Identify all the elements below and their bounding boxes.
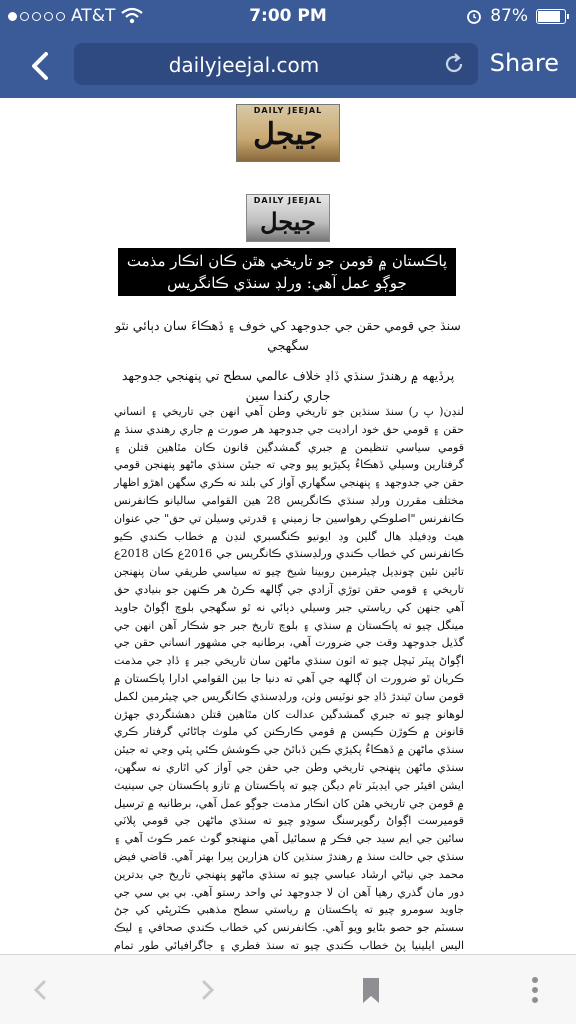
battery-percent: 87% <box>490 6 528 26</box>
browser-toolbar <box>0 954 576 1024</box>
logo-tagline: DAILY JEEJAL <box>253 196 323 205</box>
browser-header <box>0 0 576 98</box>
back-chevron-icon[interactable] <box>22 46 62 86</box>
article-body: لنڊن( پ ر) سنڌ سنڌين جو تاريخي وطن آهي انهن جي تاريخي ۽ انساني حقن ۽ قومي حق خود ارادیت جي جدوجهد هر صورت ۾ جاري رهندي سنڌ ۾ قومي سياسي تنظيمن ۾ جبري گمشدگين قانون ڪان مٿاهين قتلن ۽ گرفتارين وسيلي ڏهڪاءُ پکيڙيو پيو وڃي ته جيئن سنڌي ماڻهو پنهنجن قومي حقن جي جدوجهد ۽ پنهنجي سگهاري آواز کي بلند نه ڪري سگهن اهڙو اظهار مختلف مقررن ورلڊ سنڌي ڪانگريس 28 هين القوامي ساليانو ڪانفرنس ڪانفرنس "اصلوڪي رهواسين جا زميني ۽ قدرتي وسيلن تي حق" جي عنوان هيٺ وڊفيلڊ هال گلين وڊ ايونيو ڪنگسبري لنڊن ۾ خطاب ڪندي ڪيو ڪانفرنس کي خطاب ڪندي ورلڊسنڌي ڪانگريس جي 2016ع ڪان 2018ع تائين نئين چونڊيل چيئرمين روبينا شيخ چيو ته سياسي طريقي سان پنهنجن تاريخي ۽ قومي حقن توڙي آزادي جي ڳالهه ڪرڻ هر ڪنهن جو بنيادي حق آهي جنهن کي رياستي جبر وسيلي دٻائي نه ٿو سگهجي بلوچ اڳواڻ جاويد مينگل چيو ته پاڪستان ۾ سنڌي ۽ بلوچ تاريخ جبر جو شڪار آهن انهن جي گڏيل جدوجهد وقت جي ضرورت آهي، برطانيه جي مشهور انساني حقن جي اڳواڻ پيٽر ٽيچل چيو ته اٺون سنڌي ماڻهن سان تاريخي جبر ۽ ڏاڍ جي مذمت ڪريان ٿو ضرورت ان ڳالهه جي آهي ته دنيا جا بين القوامي ادارا پاڪستان ۾ قومن سان ٿيندڙ ڏاڍ جو نوٽيس وٺن، ورلڊسنڌي ڪانگريس جي چيئرمين لکمل لوهانو چيو ته جبري گمشدگين عدالت کان مٿاهين قتلن دهشتگردي جهڙن قانونن ۾ ڪوڙن ڪيسن ۾ قومي ڪارڪنن کي ملوث ڄاڻائي گرفتار ڪري سنڌي ماڻهن ۾ ڏهڪاءُ پکيڙي ڪين ڏبائڻ جي ڪوشش ڪئي پئي وڃي ته جيئن سنڌي ماڻهن پنهنجي تاريخي وطن جي حقن جي آواز کي اٿاري نه سگهن، ايشن افيئر جي ايڊيٽر تام ديگن چيو ته پاڪستان ۾ تازو پاڪستان جي سينيٽ ۾ قومن جي تاريخي هٿن کان انڪار مذمت جوڳو عمل آهي، برطانيه ۾ ترسيل قوميرست اڳواڻ رگويرسنگ سوڍو چيو ته سنڌي ماڻهن جي قومي پلاٽي سائين جي ايم سيد جي فڪر ۾ سمائيل آهي منهنجو گوٺ عمر ڪوٽ آهي ۽ سنڌي جي حالت سنڌ ۾ رهندڙ سنڌين کان هزارين پيرا بهتر آهي. قاضي فيض محمد جي نياڻي ارشاد عباسي چيو ته سنڌي ماڻهو پنهنجي تاريخ جي بدترين دور مان گذري رهيا آهن ان لا جدوجهد ئي واحد رستو آهي. بي بي سي جي جاويد سومرو چيو ته پاڪستان ۾ رياستي سطح مذهبي ڪٽرپڻي کي جڻ سسٽم جو حصو بڻايو ويو آهي. ڪانفرنس کي خطاب ڪندي صحافي ۽ ليڪ اليس ايلينيا پڻ خطاب ڪندي چيو ته سنڌ فطري ۽ جاگرافيائي طور تمام <box>114 405 464 952</box>
logo-title: جيجل <box>260 207 316 236</box>
forward-arrow-icon[interactable] <box>192 975 222 1005</box>
status-time: 7:00 PM <box>249 6 327 26</box>
web-page[interactable] <box>0 98 576 954</box>
newspaper-logo <box>236 104 340 162</box>
battery-fill <box>538 11 560 22</box>
article-headline: پاڪستان ۾ قومن جو تاريخي هٿن ڪان انڪار مذمت جوڳو عمل آهي: ورلڊ سنڌي ڪانگريس <box>118 248 456 296</box>
address-bar[interactable] <box>74 43 478 85</box>
browser-nav <box>0 40 576 90</box>
logo-title: جيجل <box>253 117 323 152</box>
bookmark-icon[interactable] <box>356 975 386 1005</box>
alarm-clock-icon <box>466 8 482 24</box>
article-subheading: سنڌ جي قومي حقن جي جدوجهد کي خوف ۽ ڏهڪاءَ سان دٻائي نٿو سگهجي <box>115 318 461 353</box>
url-text: dailyjeejal.com <box>168 53 320 77</box>
status-bar <box>0 0 576 34</box>
reload-icon[interactable] <box>442 52 466 76</box>
back-arrow-icon[interactable] <box>26 975 56 1005</box>
battery-icon <box>536 9 566 24</box>
more-vertical-icon[interactable] <box>520 975 550 1005</box>
carrier-name: AT&T <box>71 6 116 26</box>
article-subheading-secondary: پرڏيهه ۾ رهندڙ سنڌي ڏاڍ خلاف عالمي سطح تي پنهنجي جدوجهد جاري رکندا سين <box>121 368 455 403</box>
newspaper-logo-small <box>246 194 330 242</box>
status-right <box>466 6 566 26</box>
logo-tagline: DAILY JEEJAL <box>253 106 323 115</box>
share-button[interactable]: Share <box>489 49 559 77</box>
